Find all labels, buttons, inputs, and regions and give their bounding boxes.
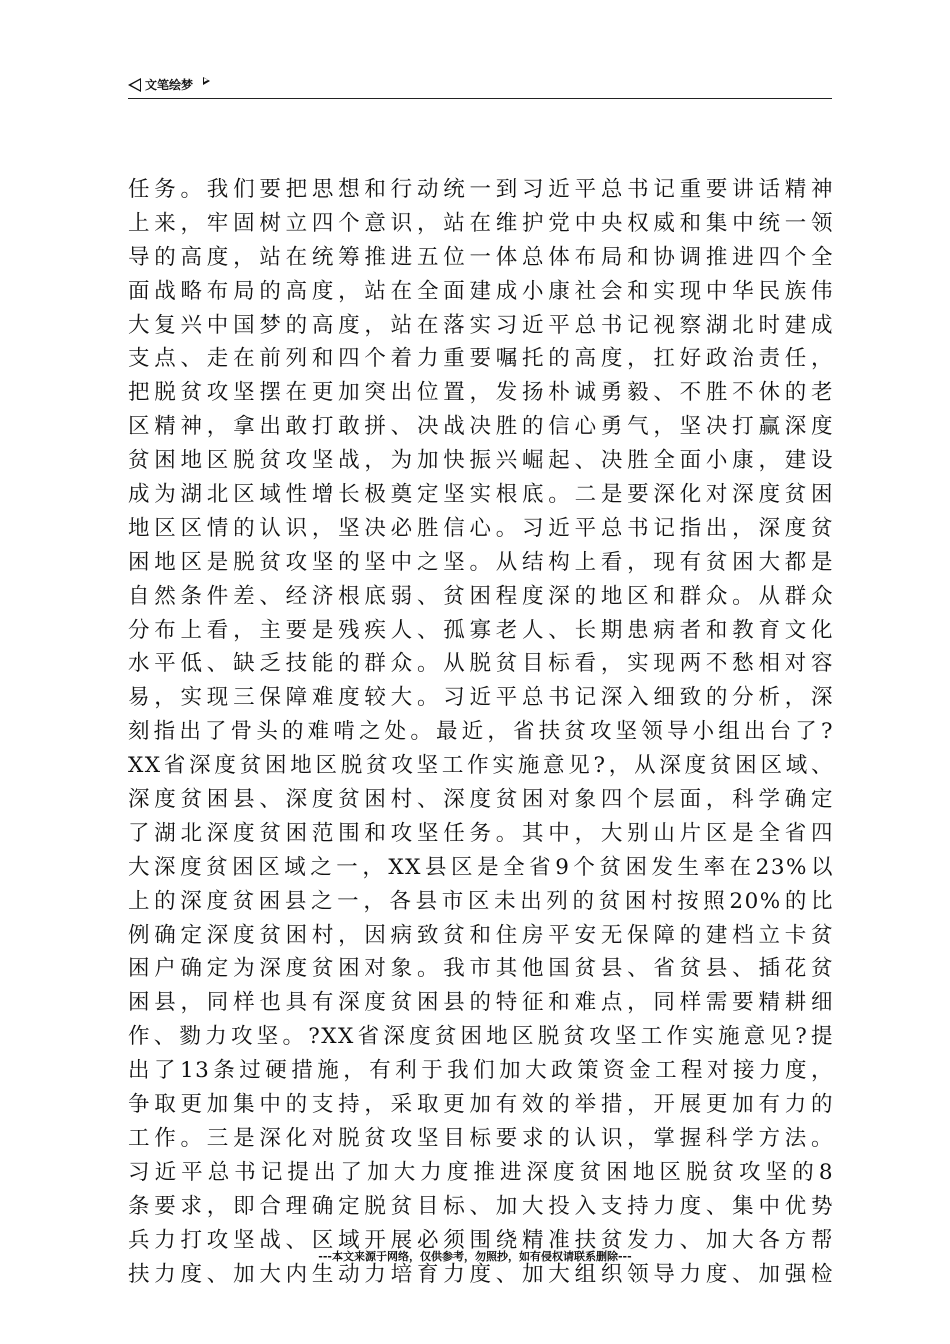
body-line: 困户确定为深度贫困对象。我市其他国贫县、省贫县、插花贫 — [128, 956, 834, 982]
body-line: 大复兴中国梦的高度，站在落实习近平总书记视察湖北时建成 — [128, 312, 834, 338]
body-line: 条要求，即合理确定脱贫目标、加大投入支持力度、集中优势 — [128, 1193, 834, 1219]
body-line: 出了13条过硬措施，有利于我们加大政策资金工程对接力度， — [128, 1058, 834, 1084]
body-line: 扶力度、加大内生动力培育力度、加大组织领导力度、加强检 — [128, 1261, 834, 1287]
body-line: 习近平总书记提出了加大力度推进深度贫困地区脱贫攻坚的8 — [128, 1159, 834, 1185]
body-line: 刻指出了骨头的难啃之处。最近，省扶贫攻坚领导小组出台了? — [128, 719, 834, 745]
body-line: 面战略布局的高度，站在全面建成小康社会和实现中华民族伟 — [128, 278, 834, 304]
body-line: 上来，牢固树立四个意识，站在维护党中央权威和集中统一领 — [128, 210, 834, 236]
page-footer-disclaimer: ---本文来源于网络，仅供参考，勿照抄，如有侵权请联系删除--- — [318, 1250, 632, 1263]
body-line: 上的深度贫困县之一，各县市区未出列的贫困村按照20%的比 — [128, 888, 834, 914]
body-line: 任务。我们要把思想和行动统一到习近平总书记重要讲话精神 — [128, 177, 834, 202]
body-line: 自然条件差、经济根底弱、贫困程度深的地区和群众。从群众 — [128, 583, 834, 609]
body-line: 易，实现三保障难度较大。习近平总书记深入细致的分析，深 — [128, 685, 834, 711]
header-brand — [128, 76, 210, 93]
body-line: 作、勠力攻坚。?XX省深度贫困地区脱贫攻坚工作实施意见?提 — [128, 1024, 834, 1050]
body-line: 大深度贫困区域之一，XX县区是全省9个贫困发生率在23%以 — [128, 854, 834, 880]
triangle-right-icon — [203, 77, 210, 85]
body-line: 贫困地区脱贫攻坚战，为加快振兴崛起、决胜全面小康，建设 — [128, 448, 834, 474]
body-line: 分布上看，主要是残疾人、孤寡老人、长期患病者和教育文化 — [128, 617, 834, 643]
body-line: XX省深度贫困地区脱贫攻坚工作实施意见?，从深度贫困区域、 — [128, 753, 834, 779]
page-header — [128, 72, 832, 99]
document-body — [128, 173, 834, 1291]
body-line: 工作。三是深化对脱贫攻坚目标要求的认识，掌握科学方法。 — [128, 1125, 834, 1151]
body-line: 导的高度，站在统筹推进五位一体总体布局和协调推进四个全 — [128, 244, 834, 270]
body-line: 支点、走在前列和四个着力重要嘱托的高度，扛好政治责任， — [128, 346, 834, 372]
body-line: 成为湖北区域性增长极奠定坚实根底。二是要深化对深度贫困 — [128, 482, 834, 508]
body-line: 争取更加集中的支持，采取更加有效的举措，开展更加有力的 — [128, 1092, 834, 1118]
body-line: 把脱贫攻坚摆在更加突出位置，发扬朴诚勇毅、不胜不休的老 — [128, 380, 834, 406]
body-line: 深度贫困县、深度贫困村、深度贫困对象四个层面，科学确定 — [128, 787, 834, 813]
body-line: 了湖北深度贫困范围和攻坚任务。其中，大别山片区是全省四 — [128, 820, 834, 846]
body-line: 例确定深度贫困村，因病致贫和住房平安无保障的建档立卡贫 — [128, 922, 834, 948]
body-line: 水平低、缺乏技能的群众。从脱贫目标看，实现两不愁相对容 — [128, 651, 834, 677]
header-brand-label: 文笔绘梦 — [145, 78, 194, 92]
body-line: 困地区是脱贫攻坚的坚中之坚。从结构上看，现有贫困大都是 — [128, 549, 834, 575]
triangle-left-icon — [128, 78, 141, 92]
body-line: 地区区情的认识，坚决必胜信心。习近平总书记指出，深度贫 — [128, 515, 834, 541]
body-line: 兵力打攻坚战、区域开展必须围绕精准扶贫发力、加大各方帮 — [128, 1227, 834, 1253]
body-line: 困县，同样也具有深度贫困县的特征和难点，同样需要精耕细 — [128, 990, 834, 1016]
body-line: 区精神，拿出敢打敢拼、决战决胜的信心勇气，坚决打赢深度 — [128, 414, 834, 440]
